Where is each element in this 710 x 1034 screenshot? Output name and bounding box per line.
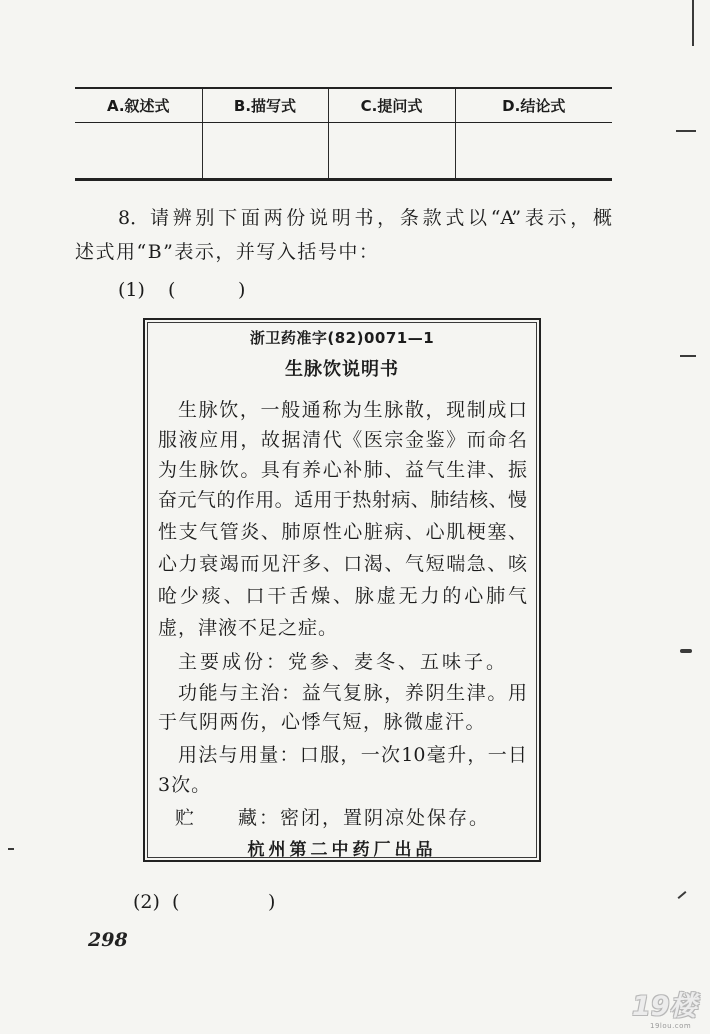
table-answer-cell-a — [75, 123, 202, 180]
dosage-line-2: 3次。 — [158, 774, 212, 796]
page-number: 298 — [88, 929, 128, 951]
table-header-cell-b: B.描写式 — [202, 88, 328, 123]
leaflet-body-line: 性支气管炎、肺原性心脏病、心肌梗塞、 — [158, 521, 527, 543]
answer-table — [75, 87, 612, 181]
watermark-site: 19lou.com — [650, 1022, 692, 1030]
item-2-close-paren: ) — [268, 891, 276, 913]
leaflet-box — [143, 318, 541, 862]
table-answer-cell-c — [328, 123, 455, 180]
leaflet-body-line: 奋元气的作用。适用于热射病、肺结核、慢 — [158, 489, 527, 511]
dosage-line-1: 用法与用量：口服，一次10毫升，一日 — [178, 744, 527, 766]
leaflet-title: 生脉饮说明书 — [285, 359, 399, 380]
manufacturer: 杭州第二中药厂出品 — [247, 840, 437, 860]
item-1-open-paren: ( — [168, 279, 176, 301]
item-1-close-paren: ) — [238, 279, 246, 301]
leaflet-body-line: 虚，津液不足之症。 — [158, 617, 339, 639]
item-2-open-paren: ( — [172, 891, 180, 913]
ingredients-line: 主要成份：党参、麦冬、五味子。 — [178, 651, 509, 673]
approval-number: 浙卫药准字(82)0071—1 — [249, 329, 435, 347]
scan-mark — [676, 130, 696, 132]
indications-line-1: 功能与主治：益气复脉，养阴生津。用 — [178, 682, 527, 704]
scan-mark — [678, 891, 687, 899]
table-header-row — [75, 88, 612, 123]
scan-mark — [680, 649, 692, 653]
table-answer-cell-b — [202, 123, 328, 180]
table-answer-row — [75, 123, 612, 180]
scan-mark — [8, 848, 14, 850]
question-text-line-1: 请辨别下面两份说明书，条款式以“A”表示，概 — [150, 207, 612, 229]
leaflet-body-line: 服液应用，故据清代《医宗金鉴》而命名 — [158, 429, 527, 451]
table-answer-cell-d — [455, 123, 612, 180]
scan-mark — [680, 355, 696, 357]
scan-mark — [692, 0, 694, 46]
leaflet-body-line: 心力衰竭而见汗多、口渴、气短喘急、咳 — [158, 553, 527, 575]
watermark-logo: 19楼 — [632, 991, 697, 1022]
leaflet-body-line: 生脉饮，一般通称为生脉散，现制成口 — [178, 399, 527, 421]
leaflet-body-line: 呛少痰、口干舌燥、脉虚无力的心肺气 — [158, 585, 527, 607]
question-text-line-2: 述式用“B”表示，并写入括号中： — [75, 241, 380, 263]
table-header-cell-d: D.结论式 — [455, 88, 612, 123]
indications-line-2: 于气阴两伤，心悸气短，脉微虚汗。 — [158, 711, 487, 733]
item-1-label: (1) — [118, 279, 145, 301]
question-number: 8． — [118, 207, 150, 229]
table-header-cell-c: C.提问式 — [328, 88, 455, 123]
table-header-cell-a: A.叙述式 — [75, 88, 202, 123]
item-2-label: (2) — [133, 891, 160, 913]
storage-line: 贮 藏：密闭，置阴凉处保存。 — [175, 807, 491, 829]
leaflet-body-line: 为生脉饮。具有养心补肺、益气生津、振 — [158, 459, 527, 481]
